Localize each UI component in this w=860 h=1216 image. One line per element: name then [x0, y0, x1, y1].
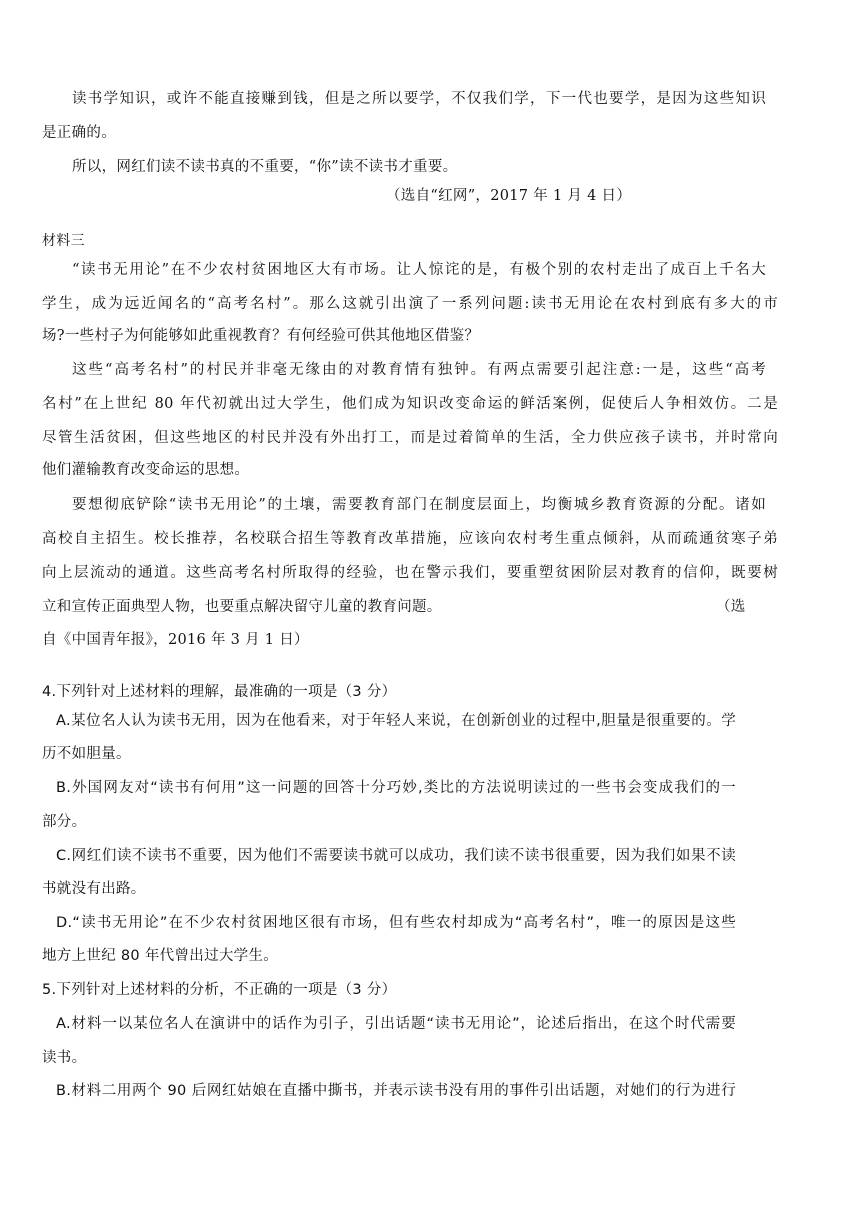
material2-p2: 所以，网红们读不读书真的不重要，“你”读不读书才重要。: [72, 159, 458, 175]
q4-stem: 4.下列针对上述材料的理解，最准确的一项是（3 分）: [42, 684, 397, 700]
material2-p1-line2: 是正确的。: [42, 125, 116, 141]
material3-p3-line2: 高校自主招生。校长推荐，名校联合招生等教育改革措施，应该向农村考生重点倾斜，从而疏通贫寒子弟: [42, 531, 778, 547]
material3-p1-line2: 学生，成为远近闻名的“高考名村”。那么这就引出演了一系列问题:读书无用论在农村到底有多大的市: [42, 296, 778, 312]
material3-p1-line1: “读书无用论”在不少农村贫困地区大有市场。让人惊诧的是，有极个别的农村走出了成百上千名大: [72, 262, 766, 278]
q4-option-c-line1: C.网红们读不读书不重要，因为他们不需要读书就可以成功，我们读不读书很重要，因为我们如果不读: [56, 848, 736, 864]
q4-option-b-line1: B.外国网友对“读书有何用”这一问题的回答十分巧妙,类比的方法说明读过的一些书会变成我们的一: [56, 780, 736, 796]
material3-p3-line1: 要想彻底铲除“读书无用论”的土壤，需要教育部门在制度层面上，均衡城乡教育资源的分配。诸如: [72, 497, 766, 513]
q4-option-a-line2: 历不如胆量。: [42, 746, 131, 762]
q4-option-d-line2: 地方上世纪 80 年代曾出过大学生。: [42, 948, 279, 964]
q4-option-c-line2: 书就没有出路。: [42, 881, 146, 897]
material3-p2-line3: 尽管生活贫困，但这些地区的村民并没有外出打工，而是过着简单的生活，全力供应孩子读书，并时常向: [42, 430, 778, 446]
material3-p1-line3: 场?一些村子为何能够如此重视教育？有何经验可供其他地区借鉴？: [42, 328, 480, 344]
material2-source: （选自“红网”，2017 年 1 月 4 日）: [386, 188, 632, 204]
q4-option-a-line1: A.某位名人认为读书无用，因为在他看来，对于年轻人来说，在创新创业的过程中,胆量是很重要的。学: [56, 713, 736, 729]
material3-p3-line4: 立和宣传正面典型人物，也要重点解决留守儿童的教育问题。: [42, 599, 442, 615]
material3-heading: 材料三: [42, 233, 85, 249]
material3-p2-line2: 名村”在上世纪 80 年代初就出过大学生，他们成为知识改变命运的鲜活案例，促使后人争相效仿。二是: [42, 396, 778, 412]
q5-option-a-line2: 读书。: [42, 1050, 87, 1066]
q4-option-d-line1: D.“读书无用论”在不少农村贫困地区很有市场，但有些农村却成为“高考名村”，唯一的原因是这些: [56, 915, 736, 931]
material2-p1-line1: 读书学知识，或许不能直接赚到钱，但是之所以要学，不仅我们学，下一代也要学，是因为这些知识: [72, 91, 766, 107]
q5-option-a-line1: A.材料一以某位名人在演讲中的话作为引子，引出话题“读书无用论”，论述后指出，在这个时代需要: [56, 1016, 736, 1032]
material3-source-start: （选: [716, 599, 746, 615]
material3-source-end: 自《中国青年报》，2016 年 3 月 1 日）: [42, 632, 309, 648]
material3-p2-line1: 这些“高考名村”的村民并非毫无缘由的对教育情有独钟。有两点需要引起注意:一是，这些“高考: [72, 362, 766, 378]
q5-option-b-line1: B.材料二用两个 90 后网红姑娘在直播中撕书，并表示读书没有用的事件引出话题，对她们的行为进行: [56, 1083, 736, 1099]
q5-stem: 5.下列针对上述材料的分析，不正确的一项是（3 分）: [42, 982, 397, 998]
material3-p2-line4: 他们灌输教育改变命运的思想。: [42, 462, 250, 478]
material3-p3-line3: 向上层流动的通道。这些高考名村所取得的经验，也在警示我们，要重塑贫困阶层对教育的信仰，既要树: [42, 565, 778, 581]
q4-option-b-line2: 部分。: [42, 814, 87, 830]
